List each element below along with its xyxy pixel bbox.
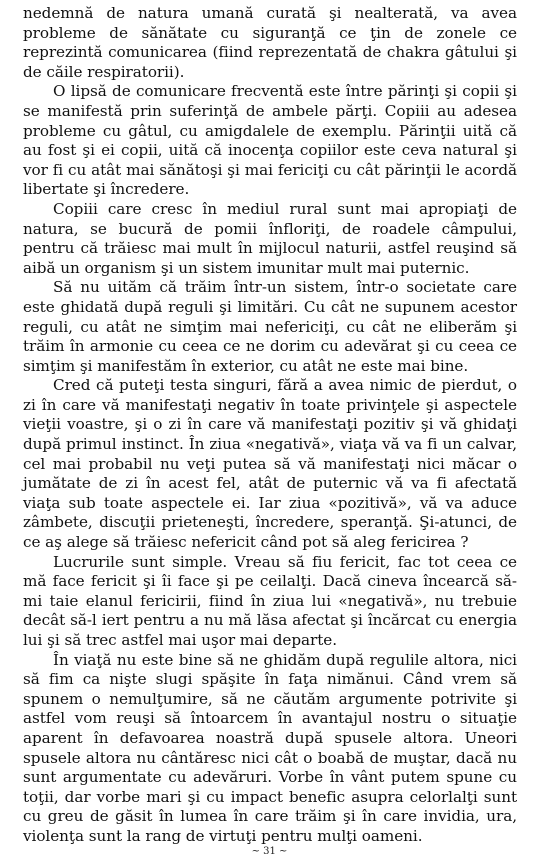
- page-number: ~ 31 ~: [251, 846, 288, 857]
- paragraph-3: Copiii care cresc în mediul rural sunt mai apropiaţi de natura, se bucură de pomii înfloriţi, de roadele câmpului, pentru că trăiesc mai mult în mijlocul naturii, astfel reuşind să aibă un organism şi un sistem imunitar mult mai puternic.: [23, 199, 517, 277]
- paragraph-6: Lucrurile sunt simple. Vreau să fiu fericit, fac tot ceea ce mă face fericit şi îi face şi pe ceilalţi. Dacă cineva încearcă să-mi taie elanul fericirii, fiind în ziua lui «negativă», nu trebuie decât să-l iert pentru a nu mă lăsa afectat şi încărcat cu energia lui şi să trec astfel mai uşor mai departe.: [23, 552, 517, 649]
- paragraph-7: În viaţă nu este bine să ne ghidăm după regulile altora, nici să fim ca nişte slugi spăşite în faţa nimănui. Când vrem să spunem o nemulţumire, să ne căutăm argumente potrivite şi astfel vom reuşi să întoarcem în avantajul nostru o situaţie aparent în defavoarea noastră după spusele altora. Uneori spusele altora nu cântăresc nici cât o boabă de muştar, dacă nu sunt argumentate cu adevăruri. Vorbe în vânt putem spune cu toţii, dar vorbe mari şi cu impact benefic asupra celorlalţi sunt cu greu de găsit în lumea în care trăim şi în care invidia, ura, violenţa sunt la rang de virtuţi pentru mulţi oameni.: [23, 650, 517, 845]
- paragraph-2: O lipsă de comunicare frecventă este între părinţi şi copii şi se manifestă prin suferinţă de ambele părţi. Copiii au adesea probleme cu gâtul, cu amigdalele de exemplu. Părinţii uită că au fost şi ei copii, uită că inocenţa copiilor este ceva natural şi vor fi cu atât mai sănătoşi şi mai fericiţi cu cât părinţii le acordă libertate şi încredere.: [23, 82, 517, 199]
- paragraph-1: nedemnă de natura umană curată şi nealterată, va avea probleme de sănătate cu siguranţă ce ţin de zonele ce reprezintă comunicarea (fiind reprezentată de chakra gâtului şi de căile respiratorii).: [23, 4, 517, 81]
- page-body: [23, 4, 517, 847]
- paragraph-5: Cred că puteţi testa singuri, fără a avea nimic de pierdut, o zi în care vă manifestaţi negativ în toate privinţele şi aspectele vieţii voastre, şi o zi în care vă manifestaţi pozitiv şi vă ghidaţi după primul instinct. În ziua «negativă», viaţa vă va fi un calvar, cel mai probabil nu veţi putea să vă manifestaţi nici măcar o jumătate de zi în acest fel, atât de puternic vă va fi afectată viaţa sub toate aspectele ei. Iar ziua «pozitivă», vă va aduce zâmbete, discuţii prieteneşti, încredere, speranţă. Şi-atunci, de ce aş alege să trăiesc nefericit când pot să aleg fericirea ?: [23, 376, 517, 552]
- paragraph-4: Să nu uităm că trăim într-un sistem, într-o societate care este ghidată după reguli şi limitări. Cu cât ne supunem acestor reguli, cu atât ne simţim mai nefericiţi, cu cât ne eliberăm şi trăim în armonie cu ceea ce ne dorim cu adevărat şi cu ceea ce simţim şi manifestăm în exterior, cu atât ne este mai bine.: [23, 278, 517, 375]
